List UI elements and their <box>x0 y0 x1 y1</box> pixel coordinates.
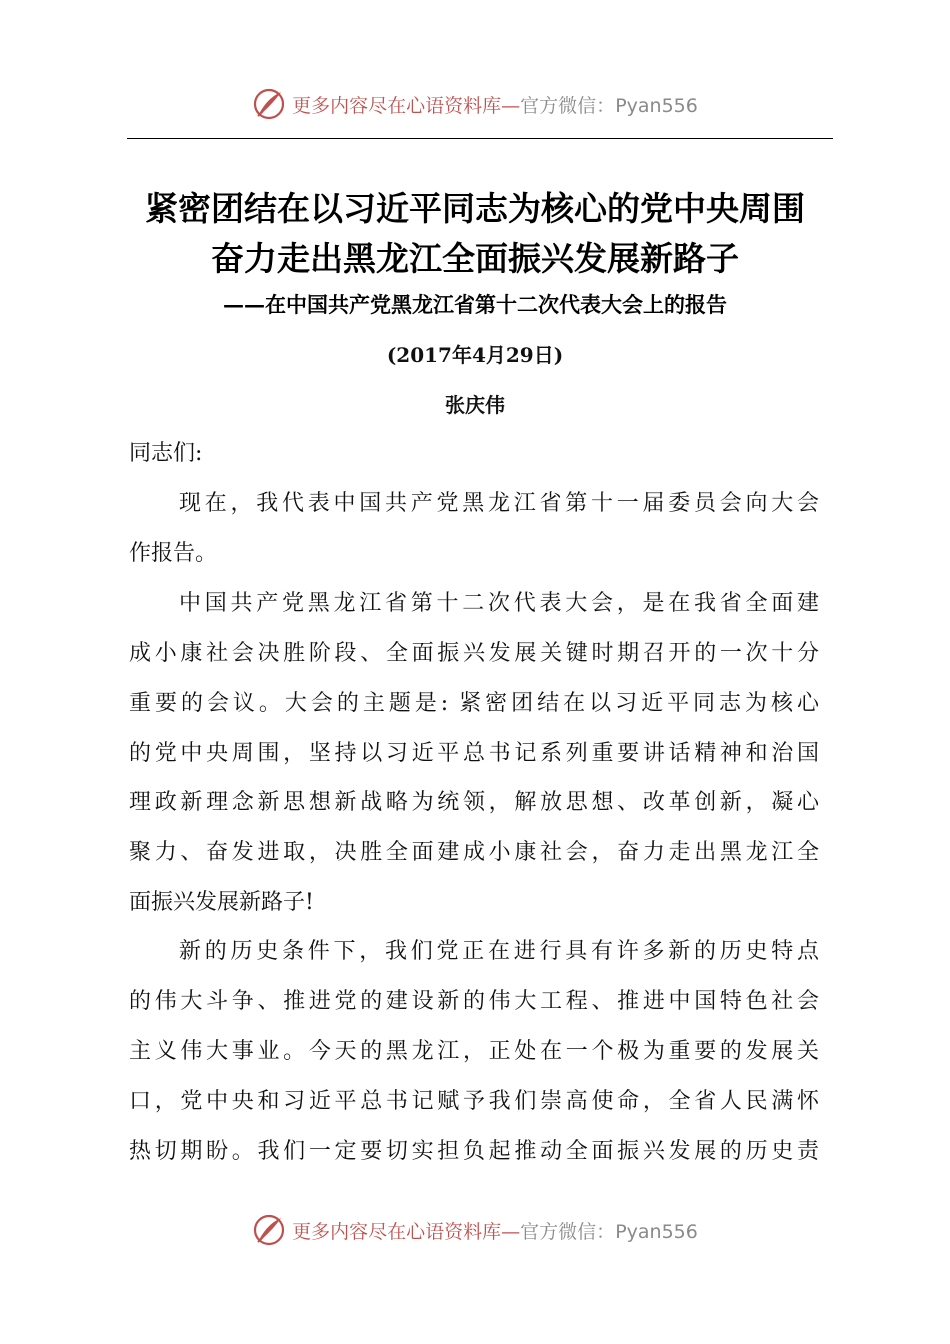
watermark-text <box>292 1217 698 1244</box>
footer-watermark <box>0 1210 950 1250</box>
brand-separator: — <box>501 94 521 117</box>
header-divider <box>127 138 833 139</box>
document-date: (2017年4月29日) <box>386 343 564 367</box>
body-line: 中国共产党黑龙江省第十二次代表大会，是在我省全面建 <box>179 591 819 616</box>
wechat-id: Pyan556 <box>615 94 698 117</box>
brand-text: 更多内容尽在心语资料库 <box>292 94 502 117</box>
body-line: 作报告。 <box>129 541 218 566</box>
document-title-line1: 紧密团结在以习近平同志为核心的党中央周围 <box>145 189 805 228</box>
document-title-line2: 奋力走出黑龙江全面振兴发展新路子 <box>211 239 739 278</box>
watermark-text <box>292 91 698 118</box>
body-line: 现在，我代表中国共产党黑龙江省第十一届委员会向大会 <box>179 491 819 516</box>
body-line: 热切期盼。我们一定要切实担负起推动全面振兴发展的历史责 <box>129 1139 819 1164</box>
body-line: 的伟大斗争、推进党的建设新的伟大工程、推进中国特色社会 <box>129 989 819 1014</box>
body-line: 重要的会议。大会的主题是: 紧密团结在以习近平同志为核心 <box>129 691 819 716</box>
wechat-id: Pyan556 <box>615 1220 698 1243</box>
body-line: 新的历史条件下，我们党正在进行具有许多新的历史特点 <box>179 939 819 964</box>
brand-separator: — <box>501 1220 521 1243</box>
wechat-label: 官方微信： <box>520 1220 616 1243</box>
body-line: 口，党中央和习近平总书记赋予我们崇高使命，全省人民满怀 <box>129 1089 819 1114</box>
body-line: 同志们: <box>129 441 203 466</box>
body-line: 主义伟大事业。今天的黑龙江，正处在一个极为重要的发展关 <box>129 1039 819 1064</box>
document-author: 张庆伟 <box>445 393 505 417</box>
wechat-label: 官方微信： <box>520 94 616 117</box>
quill-logo-icon <box>252 87 286 121</box>
document-subtitle: ——在中国共产党黑龙江省第十二次代表大会上的报告 <box>223 292 727 317</box>
brand-text: 更多内容尽在心语资料库 <box>292 1220 502 1243</box>
quill-logo-icon <box>252 1213 286 1247</box>
body-line: 成小康社会决胜阶段、全面振兴发展关键时期召开的一次十分 <box>129 641 819 666</box>
body-line: 理政新理念新思想新战略为统领，解放思想、改革创新，凝心 <box>129 790 819 815</box>
header-watermark <box>0 84 950 124</box>
body-line: 聚力、奋发进取，决胜全面建成小康社会，奋力走出黑龙江全 <box>129 840 819 865</box>
body-line: 的党中央周围，坚持以习近平总书记系列重要讲话精神和治国 <box>129 741 819 766</box>
body-line: 面振兴发展新路子! <box>129 890 314 915</box>
